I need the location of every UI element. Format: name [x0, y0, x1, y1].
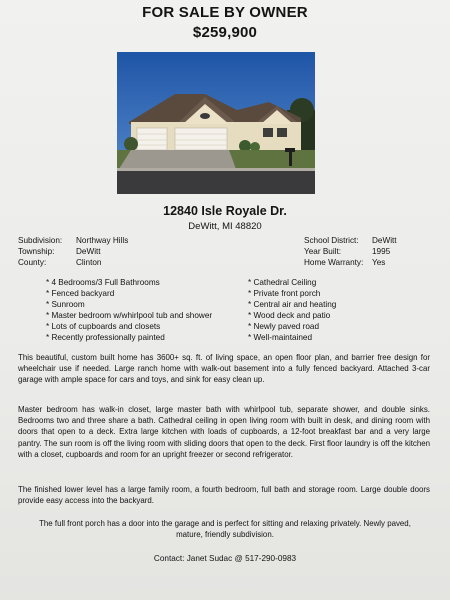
property-city-state-zip: DeWitt, MI 48820 [188, 221, 262, 232]
feature-item: * Private front porch [248, 289, 321, 298]
detail-value: DeWitt [76, 247, 101, 256]
detail-township [18, 246, 128, 257]
property-street-address: 12840 Isle Royale Dr. [163, 204, 287, 218]
feature-item: * Recently professionally painted [46, 333, 165, 342]
detail-label: School District: [304, 236, 359, 245]
features-right-list [248, 277, 336, 343]
detail-value: Clinton [76, 258, 102, 267]
feature-item: * Wood deck and patio [248, 311, 331, 320]
detail-subdivision [18, 235, 128, 246]
detail-year-built [304, 246, 397, 257]
feature-item: * Lots of cupboards and closets [46, 322, 161, 331]
detail-label: Subdivision: [18, 236, 63, 245]
contact-line: Contact: Janet Sudac @ 517-290-0983 [153, 554, 297, 563]
description-paragraph: The finished lower level has a large family room, a fourth bedroom, full bath and storage room. Large double doors provide easy access into the backyard. [18, 485, 430, 506]
detail-home-warranty [304, 257, 397, 268]
detail-label: Home Warranty: [304, 258, 364, 267]
detail-value: DeWitt [372, 236, 397, 245]
description-paragraph: The full front porch has a door into the garage and is perfect for sitting and relaxing privately. Newly paved, mature, friendly subdivision. [39, 519, 411, 540]
feature-item: * Newly paved road [248, 322, 319, 331]
feature-item: * Sunroom [46, 300, 85, 309]
feature-item: * 4 Bedrooms/3 Full Bathrooms [46, 278, 160, 287]
feature-item: * Fenced backyard [46, 289, 115, 298]
feature-item: * Master bedroom w/whirlpool tub and shower [46, 311, 213, 320]
detail-county [18, 257, 128, 268]
feature-item: * Central air and heating [248, 300, 337, 309]
detail-value: Yes [372, 258, 386, 267]
house-photo [117, 52, 315, 194]
description-paragraph: Master bedroom has walk-in closet, large master bath with whirlpool tub, separate shower, and double sinks. Bedrooms two and three share a bath. Cathedral ceiling in open living room with built in desk, and dining room with doors that open to a deck. Extra large kitchen with loads of cupboards, a 12-foot breakfast bar and a very large pantry. The sun room is off the living room with sliding doors that open to the deck. First floor laundry is off the kitchen with a closet, cupboards and room for an upright freezer or second refrigerator. [18, 405, 430, 459]
details-right [304, 235, 397, 268]
asking-price: $259,900 [192, 24, 258, 41]
feature-item: * Well-maintained [248, 333, 313, 342]
detail-value: Northway Hills [76, 236, 129, 245]
details-left [18, 235, 128, 268]
detail-label: Year Built: [304, 247, 342, 256]
detail-school-district [304, 235, 397, 246]
detail-value: 1995 [372, 247, 391, 256]
house-photo-icon [117, 52, 315, 194]
flyer-title: FOR SALE BY OWNER [142, 4, 308, 21]
detail-label: County: [18, 258, 47, 267]
features-left-list [46, 277, 212, 343]
detail-label: Township: [18, 247, 55, 256]
description-paragraph: This beautiful, custom built home has 3600+ sq. ft. of living space, an open floor plan, and barrier free design for wheelchair use if needed. Large ranch home with walk-out basement into a fully fenced backyard. Attached 3-car garage with ample space for cars and toys, and sink for easy clean up. [18, 353, 430, 385]
feature-item: * Cathedral Ceiling [248, 278, 317, 287]
